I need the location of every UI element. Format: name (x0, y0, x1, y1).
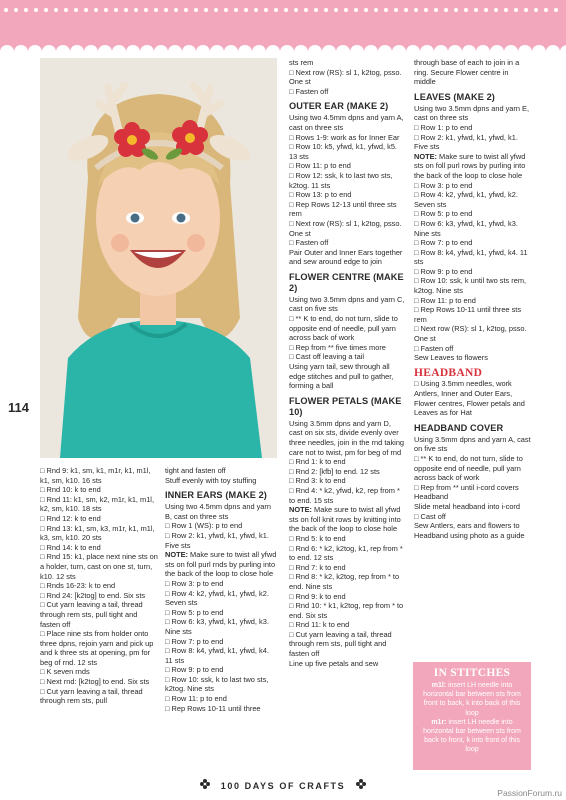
instruction-line: □ K seven rnds (40, 667, 158, 677)
instruction-line: □ Rep from ** until i-cord covers Headband (414, 483, 531, 502)
inner-ears-heading: INNER EARS (MAKE 2) (165, 490, 267, 501)
column-3 (289, 58, 406, 668)
headband-cover-heading: HEADBAND COVER (414, 422, 504, 433)
instruction-line: □ Fasten off (289, 238, 406, 248)
instruction-line: □ Rep Rows 10-11 until three (165, 704, 277, 714)
stitch-term: m1r: (431, 718, 449, 726)
flower-centre-heading: FLOWER CENTRE (MAKE 2) (289, 271, 404, 293)
instruction-line: □ Cast off leaving a tail (289, 352, 406, 362)
in-stitches-title: IN STITCHES (433, 667, 511, 679)
note-label: NOTE: (165, 550, 188, 560)
instruction-line: □ Row 11: p to end (414, 296, 531, 306)
footer-title: 100 DAYS OF CRAFTS (220, 781, 346, 792)
instruction-line: □ Rnd 13: k1, sm, k3, m1r, k1, m1l, k3, sm, k10. 20 sts (40, 524, 158, 543)
instruction-line: □ Cast off (414, 512, 531, 522)
instruction-line: □ Rnd 11: k to end (289, 620, 406, 630)
in-stitches-box (413, 662, 531, 770)
stitch-definition: m1r: insert LH needle into horizontal bar between sts from back to front, k into front of this loop (423, 718, 521, 754)
instruction-line: □ Row 2: k1, yfwd, k1, yfwd, k1. Five sts (165, 531, 277, 550)
instruction-line: □ Row 6: k3, yfwd, k1, yfwd, k3. Nine sts (414, 219, 531, 238)
flower-centre-intro: Using two 3.5mm dpns and yarn C, cast on five sts (289, 294, 405, 314)
instruction-line: □ Rnd 6: * k2, k2tog, k1, rep from * to end. 12 sts (289, 544, 406, 563)
outer-ear-heading: OUTER EAR (MAKE 2) (289, 101, 389, 112)
column-4 (414, 58, 531, 540)
instruction-line: □ ** K to end, do not turn, slide to opposite end of needle, pull yarn across back of work (289, 314, 406, 343)
instruction-line: Line up five petals and sew (289, 658, 379, 668)
instruction-line: □ Row 8: k4, yfwd, k1, yfwd, k4. 11 sts (165, 646, 277, 665)
instruction-line: Sew Antlers, ears and flowers to Headband using photo as a guide (414, 521, 525, 540)
note-label: NOTE: (414, 151, 437, 161)
instruction-line: □ Row 1: p to end (414, 123, 531, 133)
instruction-line: through base of each to join in a ring. Secure Flower centre in middle (414, 58, 520, 87)
instruction-line: □ Row 10: ssk, k to last two sts, k2tog. Nine sts (165, 675, 277, 694)
instruction-line: □ Row 6: k3, yfwd, k1, yfwd, k3. Nine sts (165, 617, 277, 636)
instruction-line: □ Row 9: p to end (165, 665, 277, 675)
instruction-line: □ Rnd 14: k to end (40, 543, 158, 553)
instruction-line: Slide metal headband into i-cord (414, 501, 520, 511)
instruction-line: □ Rnd 5: k to end (289, 534, 406, 544)
watermark: PassionForum.ru (497, 788, 562, 798)
instruction-line: □ Rnd 24: [k2tog] to end. Six sts (40, 591, 158, 601)
instruction-line: □ Rnd 11: k1, sm, k2, m1r, k1, m1l, k2, sm, k10. 18 sts (40, 495, 158, 514)
flower-petals-intro: Using 3.5mm dpns and yarn D, cast on six sts, divide evenly over three needles, join in the rnd taking care not to twist, pm for beg of rnd (289, 418, 405, 457)
instruction-line: □ Rows 1-9: work as for Inner Ear (289, 133, 406, 143)
instruction-line: NOTE: Make sure to twist all yfwd sts on foll purl rnds by purling into the back of the loop to close hole (165, 550, 277, 579)
instruction-line: □ Row 11: p to end (289, 161, 406, 171)
flower-icon (200, 776, 210, 794)
instruction-line: □ Row 7: p to end (414, 238, 531, 248)
column-2 (165, 466, 277, 713)
instruction-line: □ Row 5: p to end (414, 209, 531, 219)
instruction-line: □ Row 1 (WS): p to end (165, 521, 277, 531)
leaves-intro: Using two 3.5mm dpns and yarn E, cast on three sts (414, 103, 530, 123)
instruction-line: □ Rnd 10: k to end (40, 485, 158, 495)
page-number: 114 (8, 400, 29, 415)
instruction-line: tight and fasten off (165, 466, 226, 475)
dot-border (0, 4, 566, 16)
instruction-line: Using yarn tail, sew through all edge stitches and pull to gather, forming a ball (289, 362, 394, 391)
instruction-line: □ Cut yarn leaving a tail, thread through rem sts, pull tight and fasten off (289, 630, 406, 659)
footer (0, 776, 566, 796)
inner-ears-intro: Using two 4.5mm dpns and yarn B, cast on three sts (165, 502, 271, 521)
instruction-line: □ Cut yarn leaving a tail, thread through rem sts, pull (40, 687, 158, 706)
instruction-line: □ Fasten off (414, 344, 531, 354)
instruction-line: □ Rep from ** five times more (289, 343, 406, 353)
instruction-line: □ Row 3: p to end (414, 181, 531, 191)
instruction-line: □ Rnd 9: k1, sm, k1, m1r, k1, m1l, k1, sm, k10. 16 sts (40, 466, 158, 485)
instruction-line: □ Row 2: k1, yfwd, k1, yfwd, k1. Five sts (414, 133, 531, 152)
headband-heading: HEADBAND (414, 366, 483, 379)
instruction-line: sts rem (289, 58, 314, 67)
instruction-line: □ Row 9: p to end (414, 267, 531, 277)
instruction-line: □ Row 11: p to end (165, 694, 277, 704)
instruction-line: □ Rep Rows 10-11 until three sts rem (414, 305, 531, 324)
instruction-line: □ Fasten off (289, 87, 406, 97)
instruction-line: □ Row 5: p to end (165, 608, 277, 618)
instruction-line: □ Row 4: k2, yfwd, k1, yfwd, k2. Seven sts (414, 190, 531, 209)
instruction-line: □ Rnd 9: k to end (289, 592, 406, 602)
instruction-line: □ Next row (RS): sl 1, k2tog, psso. One st (289, 68, 406, 87)
instruction-line: □ Next rnd: [k2tog] to end. Six sts (40, 677, 158, 687)
instruction-line: □ Cut yarn leaving a tail, thread through rem sts, pull tight and fasten off (40, 600, 158, 629)
instruction-line: □ Row 13: p to end (289, 190, 406, 200)
stitch-term: m1l: (431, 682, 449, 689)
headband-cover-intro: Using 3.5mm dpns and yarn A, cast on five sts (414, 434, 531, 454)
instruction-line: □ Rnds 16-23: k to end (40, 581, 158, 591)
instruction-line: □ Next row (RS): sl 1, k2tog, psso. One st (289, 219, 406, 238)
instruction-line: □ Rnd 3: k to end (289, 476, 406, 486)
instruction-line: □ Rnd 12: k to end (40, 514, 158, 524)
instruction-line: Sew Leaves to flowers (414, 353, 488, 363)
instruction-line: □ Row 4: k2, yfwd, k1, yfwd, k2. Seven sts (165, 589, 277, 608)
instruction-line: □ ** K to end, do not turn, slide to opposite end of needle, pull yarn across back of work (414, 454, 531, 483)
instruction-line: □ Row 10: ssk, k until two sts rem, k2tog. Nine sts (414, 276, 531, 295)
flower-icon (356, 776, 366, 794)
flower-petals-heading: FLOWER PETALS (MAKE 10) (289, 395, 402, 417)
instruction-line: □ Row 7: p to end (165, 637, 277, 647)
instruction-line: Pair Outer and Inner Ears together and sew around edge to join (289, 247, 403, 267)
instruction-line: □ Rnd 15: k1, place next nine sts on a holder, turn, cast on one st, turn, k10. 12 sts (40, 552, 158, 581)
instruction-line: □ Rnd 7: k to end (289, 563, 406, 573)
instruction-line: □ Next row (RS): sl 1, k2tog, psso. One st (414, 324, 531, 343)
instruction-line: □ Rnd 4: * k2, yfwd, k2, rep from * to end. 15 sts (289, 486, 406, 505)
instruction-line: □ Rnd 10: * k1, k2tog, rep from * to end. Six sts (289, 601, 406, 620)
instruction-line: NOTE: Make sure to twist all yfwd sts on foll knit rows by knitting into the back of the loop to close hole (289, 505, 401, 534)
instruction-line: □ Using 3.5mm needles, work Antlers, Inner and Outer Ears, Flower centres, Flower petals and Leaves as for Hat (414, 379, 531, 417)
leaves-heading: LEAVES (MAKE 2) (414, 91, 495, 102)
instruction-line: □ Row 3: p to end (165, 579, 277, 589)
decorative-top-band (0, 0, 566, 52)
outer-ear-intro: Using two 4.5mm dpns and yarn A, cast on three sts (289, 113, 404, 132)
instruction-line: □ Place nine sts from holder onto three dpns, rejoin yarn and pick up and k three sts at opening, pm for beg of rnd. 12 sts (40, 629, 158, 667)
instruction-line: □ Rnd 2: [kfb] to end. 12 sts (289, 467, 406, 477)
child-headband-photo (40, 58, 277, 458)
note-label: NOTE: (289, 505, 312, 515)
stitch-definition: m1l: insert LH needle into horizontal bar between sts from front to back, k into back of this loop (423, 682, 521, 717)
instruction-line: NOTE: Make sure to twist all yfwd sts on foll purl rows by purling into the back of the loop to close hole (414, 151, 526, 180)
scallop-edge (0, 36, 566, 52)
instruction-line: □ Row 8: k4, yfwd, k1, yfwd, k4. 11 sts (414, 248, 531, 267)
instruction-line: □ Row 10: k5, yfwd, k1, yfwd, k5. 13 sts (289, 142, 406, 161)
instruction-line: Stuff evenly with toy stuffing (165, 475, 257, 485)
instruction-line: □ Rep Rows 12-13 until three sts rem (289, 200, 406, 219)
instruction-line: □ Rnd 8: * k2, k2tog, rep from * to end. Nine sts (289, 572, 406, 591)
instruction-line: □ Row 12: ssk, k to last two sts, k2tog. 11 sts (289, 171, 406, 190)
column-1 (40, 466, 158, 706)
instruction-line: □ Rnd 1: k to end (289, 457, 406, 467)
